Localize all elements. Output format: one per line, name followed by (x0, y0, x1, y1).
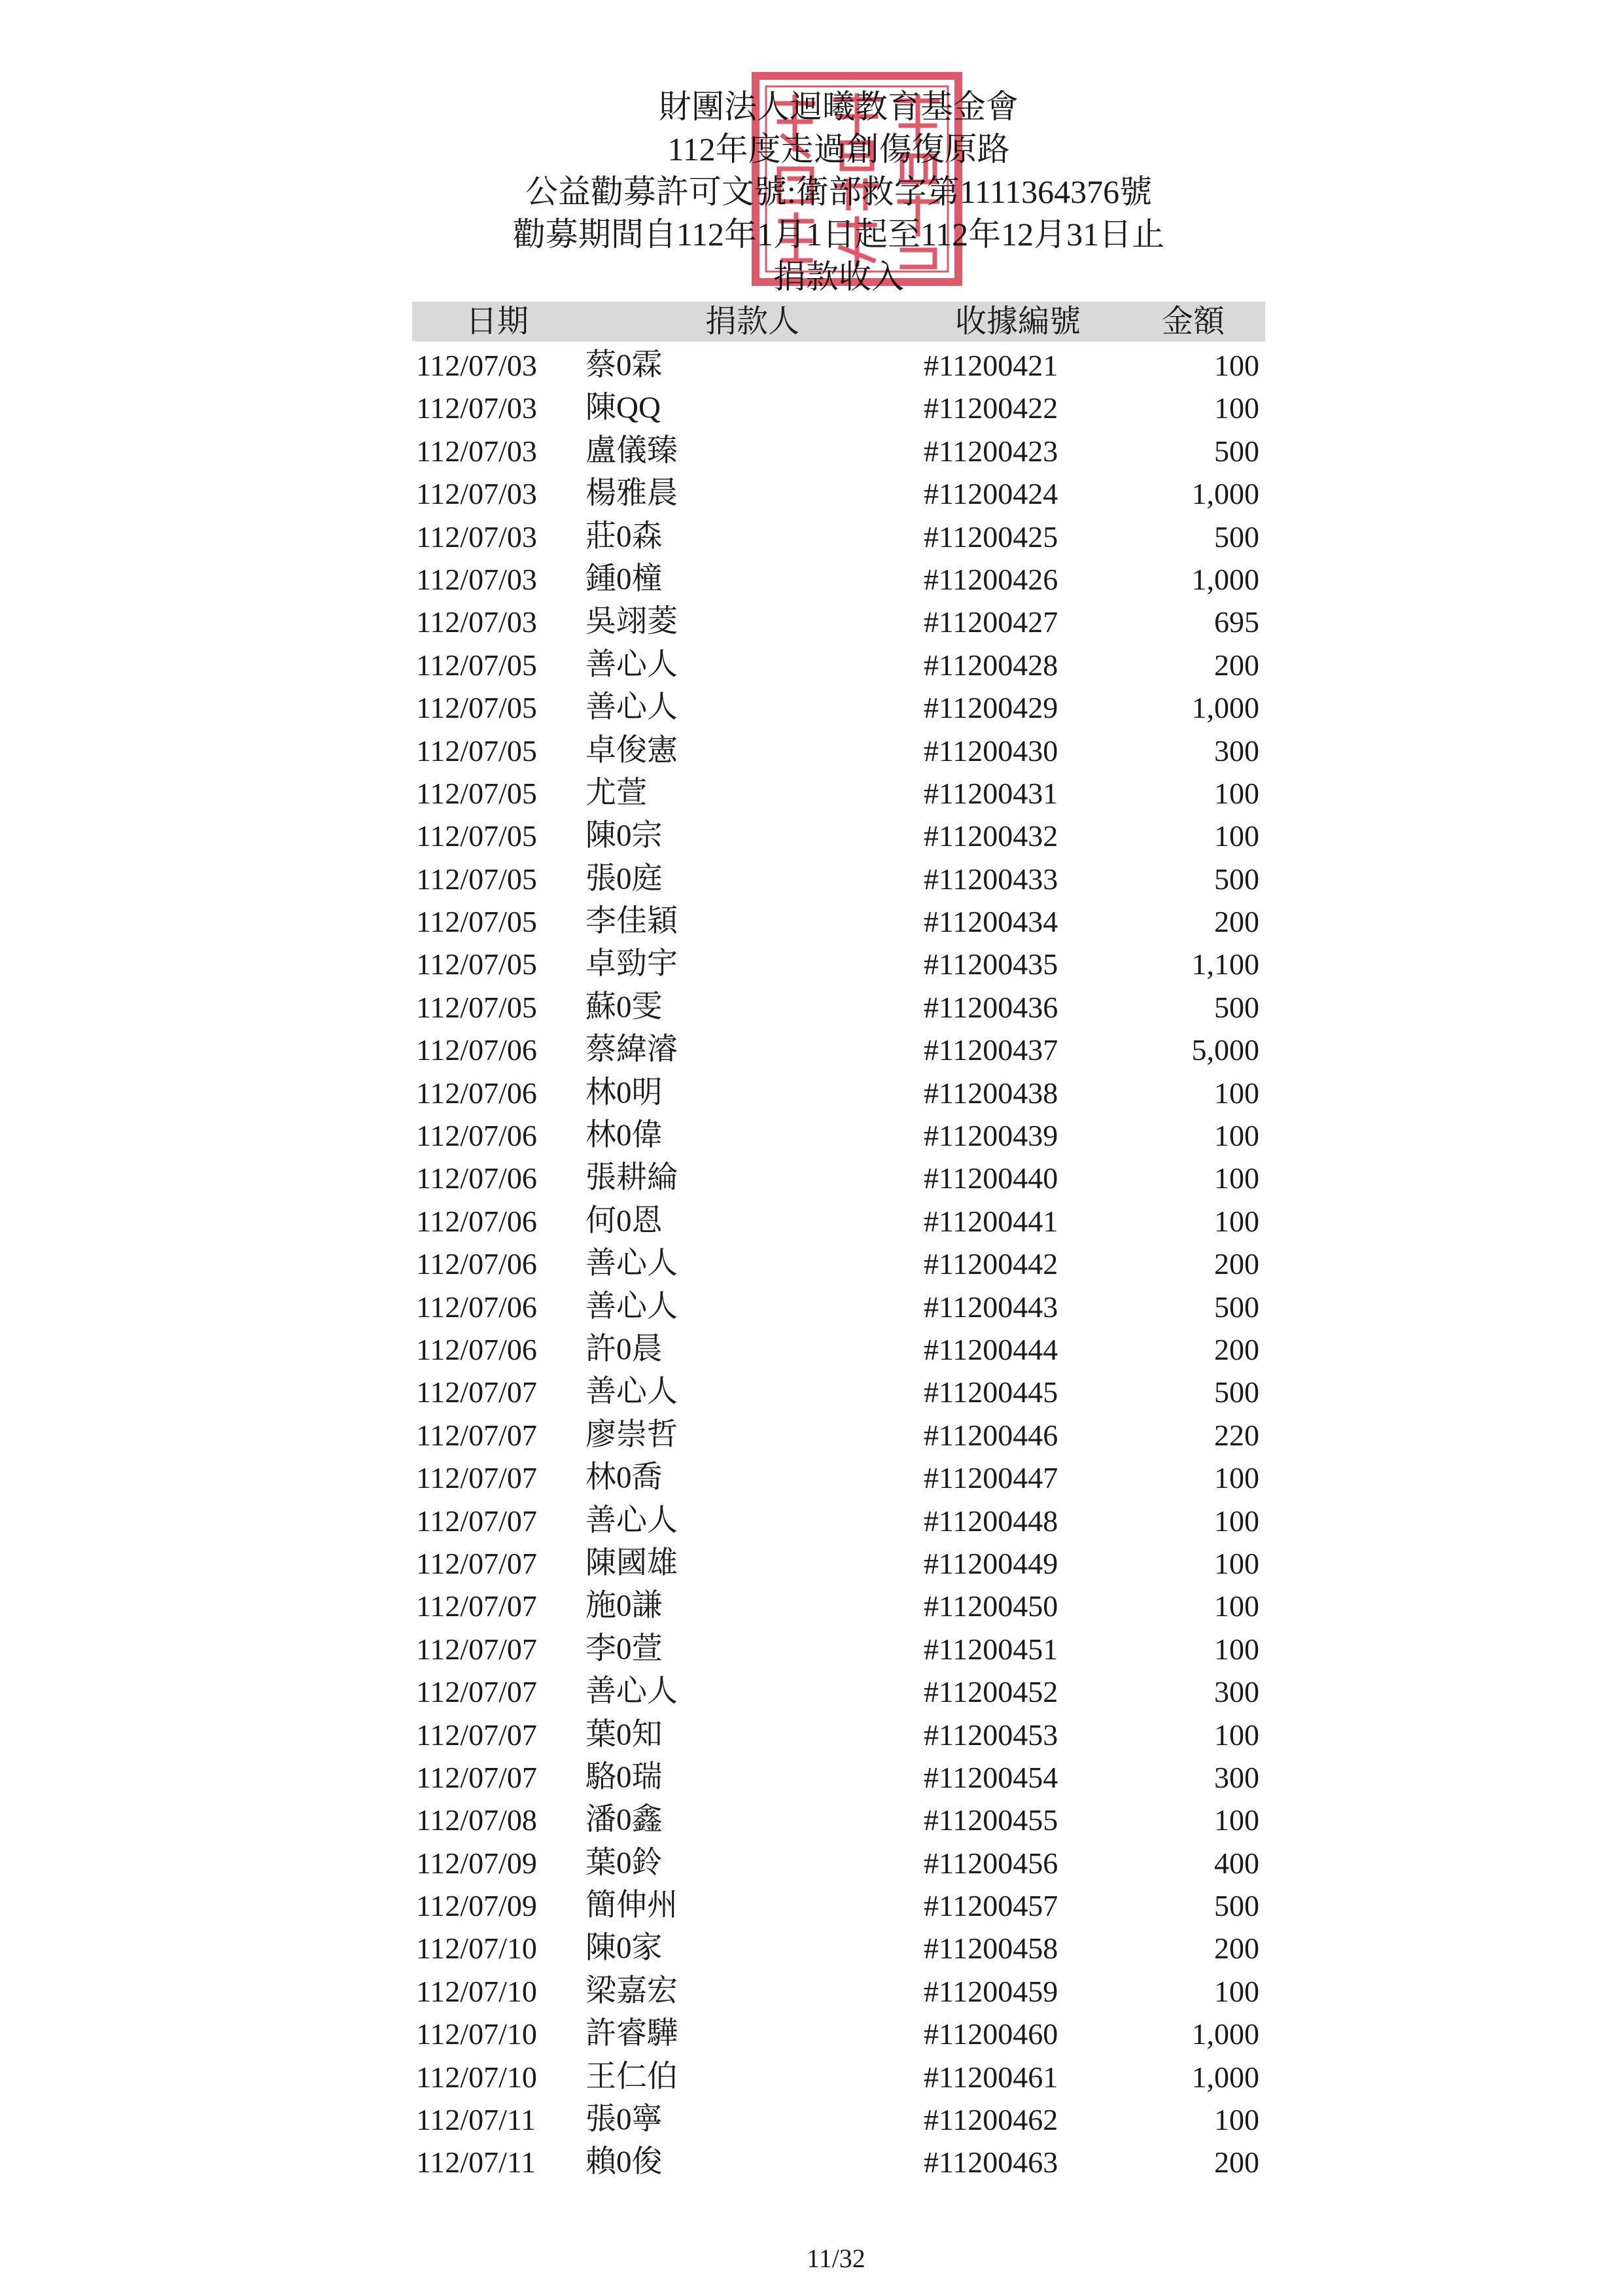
row-date: 112/07/07 (416, 1546, 537, 1580)
row-amount: 100 (1214, 1718, 1259, 1752)
row-date: 112/07/03 (416, 477, 537, 511)
row-amount: 200 (1214, 648, 1259, 682)
row-amount: 100 (1214, 819, 1259, 853)
row-date: 112/07/08 (416, 1803, 537, 1837)
row-amount: 1,000 (1191, 562, 1259, 596)
section-title: 捐款收入 (773, 258, 904, 295)
row-receipt-number: #11200437 (924, 1033, 1058, 1067)
row-donor: 蘇0雯 (585, 989, 663, 1024)
row-amount: 100 (1214, 1546, 1259, 1580)
row-amount: 220 (1214, 1418, 1259, 1452)
row-date: 112/07/07 (416, 1375, 537, 1409)
row-receipt-number: #11200448 (924, 1504, 1058, 1538)
row-receipt-number: #11200463 (924, 2146, 1058, 2180)
row-donor: 善心人 (585, 1246, 678, 1281)
row-donor: 吳翊菱 (585, 605, 678, 639)
table-row (0, 772, 1623, 815)
table-row (0, 1114, 1623, 1157)
table-row (0, 1670, 1623, 1713)
row-donor: 李佳穎 (585, 904, 678, 939)
seal-stamp (750, 71, 964, 287)
table-row (0, 387, 1623, 429)
table-row (0, 1884, 1623, 1927)
table-row (0, 558, 1623, 601)
table-row (0, 1970, 1623, 2013)
row-date: 112/07/06 (416, 1161, 537, 1195)
row-receipt-number: #11200451 (924, 1632, 1058, 1666)
row-receipt-number: #11200454 (924, 1760, 1058, 1794)
row-amount: 100 (1214, 1461, 1259, 1495)
row-amount: 200 (1214, 2146, 1259, 2180)
row-amount: 100 (1214, 2103, 1259, 2137)
row-amount: 500 (1214, 520, 1259, 554)
table-row (0, 2141, 1623, 2183)
row-receipt-number: #11200422 (924, 391, 1058, 425)
row-amount: 300 (1214, 1675, 1259, 1709)
row-donor: 林0喬 (585, 1460, 663, 1495)
table-row (0, 1500, 1623, 1542)
permit-number: 公益勸募許可文號:衛部救字第1111364376號 (525, 173, 1153, 210)
row-receipt-number: #11200441 (924, 1204, 1058, 1238)
row-amount: 200 (1214, 1247, 1259, 1281)
table-row (0, 1286, 1623, 1328)
row-receipt-number: #11200436 (924, 990, 1058, 1024)
row-receipt-number: #11200430 (924, 733, 1058, 768)
row-donor: 林0偉 (585, 1118, 663, 1153)
row-donor: 鍾0橦 (585, 561, 663, 596)
row-donor: 張0寧 (585, 2102, 663, 2137)
row-donor: 葉0鈴 (585, 1845, 663, 1880)
row-donor: 李0萱 (585, 1631, 663, 1666)
row-receipt-number: #11200461 (924, 2060, 1058, 2094)
table-row (0, 730, 1623, 772)
row-receipt-number: #11200460 (924, 2017, 1058, 2051)
table-row (0, 1072, 1623, 1114)
row-date: 112/07/03 (416, 434, 537, 468)
header-donor: 捐款人 (705, 304, 799, 339)
row-donor: 葉0知 (585, 1717, 663, 1752)
row-date: 112/07/06 (416, 1204, 537, 1238)
table-header (412, 302, 1265, 342)
row-donor: 王仁伯 (585, 2059, 678, 2094)
row-donor: 卓俊憲 (585, 733, 678, 768)
row-date: 112/07/09 (416, 1846, 537, 1880)
row-amount: 400 (1214, 1846, 1259, 1880)
row-receipt-number: #11200432 (924, 819, 1058, 853)
row-donor: 施0謙 (585, 1589, 663, 1623)
row-receipt-number: #11200445 (924, 1375, 1058, 1409)
row-receipt-number: #11200424 (924, 477, 1058, 511)
row-amount: 1,000 (1191, 2017, 1259, 2051)
row-amount: 300 (1214, 1760, 1259, 1794)
row-date: 112/07/10 (416, 1932, 537, 1966)
row-receipt-number: #11200431 (924, 776, 1058, 810)
row-amount: 1,000 (1191, 477, 1259, 511)
row-donor: 廖崇哲 (585, 1417, 678, 1452)
row-donor: 蔡緯濬 (585, 1033, 678, 1067)
row-donor: 善心人 (585, 1289, 678, 1324)
table-row (0, 601, 1623, 643)
header-date: 日期 (465, 304, 529, 339)
table-row (0, 344, 1623, 387)
row-amount: 100 (1214, 1076, 1259, 1110)
row-receipt-number: #11200457 (924, 1889, 1058, 1923)
header-amount: 金額 (1161, 304, 1225, 339)
row-donor: 陳QQ (585, 391, 661, 425)
row-amount: 500 (1214, 1290, 1259, 1324)
row-receipt-number: #11200428 (924, 648, 1058, 682)
table-row (0, 516, 1623, 558)
row-donor: 何0恩 (585, 1203, 663, 1238)
row-donor: 善心人 (585, 1674, 678, 1709)
row-receipt-number: #11200443 (924, 1290, 1058, 1324)
row-amount: 100 (1214, 1632, 1259, 1666)
row-donor: 陳0宗 (585, 819, 663, 853)
row-amount: 695 (1214, 605, 1259, 639)
page-number: 11/32 (807, 2244, 865, 2273)
row-receipt-number: #11200438 (924, 1076, 1058, 1110)
table-row (0, 2056, 1623, 2098)
row-date: 112/07/07 (416, 1504, 537, 1538)
row-amount: 100 (1214, 1204, 1259, 1238)
row-date: 112/07/05 (416, 733, 537, 768)
row-amount: 100 (1214, 349, 1259, 382)
table-row (0, 815, 1623, 857)
row-receipt-number: #11200450 (924, 1589, 1058, 1623)
row-donor: 楊雅晨 (585, 476, 678, 511)
row-receipt-number: #11200447 (924, 1461, 1058, 1495)
table-row (0, 1029, 1623, 1071)
row-receipt-number: #11200427 (924, 605, 1058, 639)
row-amount: 100 (1214, 391, 1259, 425)
row-amount: 200 (1214, 905, 1259, 939)
row-date: 112/07/06 (416, 1119, 537, 1153)
table-row (0, 1457, 1623, 1499)
table-row (0, 2013, 1623, 2055)
table-row (0, 1927, 1623, 1969)
row-donor: 盧儀臻 (585, 433, 678, 468)
table-row (0, 1628, 1623, 1670)
row-receipt-number: #11200446 (924, 1418, 1058, 1452)
table-row (0, 986, 1623, 1029)
row-date: 112/07/07 (416, 1461, 537, 1495)
row-receipt-number: #11200426 (924, 562, 1058, 596)
row-donor: 許睿驊 (585, 2017, 678, 2051)
row-donor: 蔡0霖 (585, 348, 663, 382)
row-donor: 善心人 (585, 690, 678, 725)
row-donor: 莊0森 (585, 519, 663, 554)
row-receipt-number: #11200449 (924, 1546, 1058, 1580)
table-row (0, 858, 1623, 900)
table-row (0, 644, 1623, 686)
row-date: 112/07/03 (416, 349, 537, 382)
table-row (0, 1799, 1623, 1841)
row-receipt-number: #11200458 (924, 1932, 1058, 1966)
row-donor: 潘0鑫 (585, 1803, 663, 1837)
table-row (0, 472, 1623, 515)
row-receipt-number: #11200435 (924, 947, 1058, 981)
row-date: 112/07/10 (416, 1974, 537, 2008)
row-date: 112/07/06 (416, 1332, 537, 1366)
table-row (0, 430, 1623, 472)
row-date: 112/07/03 (416, 391, 537, 425)
row-donor: 駱0瑞 (585, 1759, 663, 1794)
row-amount: 1,000 (1191, 691, 1259, 725)
row-date: 112/07/09 (416, 1889, 537, 1923)
row-date: 112/07/07 (416, 1718, 537, 1752)
table-row (0, 1714, 1623, 1756)
row-amount: 100 (1214, 1803, 1259, 1837)
row-date: 112/07/06 (416, 1247, 537, 1281)
row-amount: 100 (1214, 776, 1259, 810)
row-amount: 100 (1214, 1119, 1259, 1153)
row-date: 112/07/06 (416, 1290, 537, 1324)
row-date: 112/07/03 (416, 520, 537, 554)
row-receipt-number: #11200459 (924, 1974, 1058, 2008)
row-receipt-number: #11200429 (924, 691, 1058, 725)
row-date: 112/07/07 (416, 1589, 537, 1623)
table-row (0, 2098, 1623, 2141)
row-date: 112/07/10 (416, 2060, 537, 2094)
row-receipt-number: #11200462 (924, 2103, 1058, 2137)
row-receipt-number: #11200444 (924, 1332, 1058, 1366)
row-date: 112/07/05 (416, 776, 537, 810)
row-receipt-number: #11200456 (924, 1846, 1058, 1880)
row-receipt-number: #11200453 (924, 1718, 1058, 1752)
row-date: 112/07/05 (416, 819, 537, 853)
row-donor: 簡伸州 (585, 1888, 678, 1923)
table-row (0, 1414, 1623, 1457)
row-receipt-number: #11200455 (924, 1803, 1058, 1837)
row-date: 112/07/07 (416, 1760, 537, 1794)
donation-table-body (0, 344, 1623, 2184)
row-amount: 500 (1214, 990, 1259, 1024)
row-donor: 善心人 (585, 1503, 678, 1538)
row-receipt-number: #11200442 (924, 1247, 1058, 1281)
row-amount: 100 (1214, 1589, 1259, 1623)
row-date: 112/07/06 (416, 1076, 537, 1110)
row-amount: 500 (1214, 862, 1259, 896)
table-row (0, 1542, 1623, 1585)
row-receipt-number: #11200423 (924, 434, 1058, 468)
table-row (0, 1328, 1623, 1371)
row-receipt-number: #11200452 (924, 1675, 1058, 1709)
table-row (0, 1842, 1623, 1884)
row-receipt-number: #11200425 (924, 520, 1058, 554)
row-amount: 1,000 (1191, 2060, 1259, 2094)
row-date: 112/07/06 (416, 1033, 537, 1067)
fundraising-period: 勸募期間自112年1月1日起至112年12月31日止 (512, 216, 1165, 253)
table-row (0, 1371, 1623, 1413)
row-date: 112/07/11 (416, 2146, 536, 2180)
row-amount: 500 (1214, 1889, 1259, 1923)
row-amount: 1,100 (1191, 947, 1259, 981)
row-date: 112/07/10 (416, 2017, 537, 2051)
row-date: 112/07/03 (416, 605, 537, 639)
row-donor: 卓勁宇 (585, 947, 678, 981)
row-receipt-number: #11200440 (924, 1161, 1058, 1195)
table-row (0, 900, 1623, 943)
header-receipt-number: 收據編號 (954, 304, 1081, 339)
row-receipt-number: #11200434 (924, 905, 1058, 939)
row-date: 112/07/07 (416, 1632, 537, 1666)
row-amount: 100 (1214, 1161, 1259, 1195)
row-date: 112/07/07 (416, 1418, 537, 1452)
row-amount: 500 (1214, 1375, 1259, 1409)
row-amount: 500 (1214, 434, 1259, 468)
row-receipt-number: #11200439 (924, 1119, 1058, 1153)
foundation-name: 財團法人迴曦教育基金會 (659, 88, 1019, 125)
table-row (0, 943, 1623, 985)
row-donor: 善心人 (585, 1375, 678, 1409)
program-name: 112年度走過創傷復原路 (667, 131, 1010, 168)
row-donor: 陳國雄 (585, 1545, 678, 1580)
row-date: 112/07/05 (416, 905, 537, 939)
row-donor: 善心人 (585, 647, 678, 682)
row-date: 112/07/07 (416, 1675, 537, 1709)
table-row (0, 1200, 1623, 1243)
table-row (0, 1157, 1623, 1199)
row-donor: 尤萱 (585, 775, 647, 810)
row-date: 112/07/05 (416, 648, 537, 682)
row-amount: 100 (1214, 1974, 1259, 2008)
row-receipt-number: #11200421 (924, 349, 1058, 382)
row-donor: 陳0家 (585, 1931, 663, 1966)
row-donor: 張耕綸 (585, 1161, 678, 1195)
row-amount: 5,000 (1191, 1033, 1259, 1067)
row-amount: 200 (1214, 1932, 1259, 1966)
row-date: 112/07/05 (416, 947, 537, 981)
row-date: 112/07/05 (416, 691, 537, 725)
row-amount: 300 (1214, 733, 1259, 768)
table-row (0, 1756, 1623, 1799)
row-date: 112/07/03 (416, 562, 537, 596)
row-donor: 梁嘉宏 (585, 1973, 678, 2008)
row-donor: 許0晨 (585, 1332, 663, 1366)
row-donor: 林0明 (585, 1075, 663, 1110)
row-date: 112/07/11 (416, 2103, 536, 2137)
row-donor: 賴0俊 (585, 2145, 663, 2180)
row-date: 112/07/05 (416, 990, 537, 1024)
row-amount: 100 (1214, 1504, 1259, 1538)
table-row (0, 1243, 1623, 1285)
row-donor: 張0庭 (585, 861, 663, 896)
row-receipt-number: #11200433 (924, 862, 1058, 896)
table-row (0, 686, 1623, 729)
row-date: 112/07/05 (416, 862, 537, 896)
row-amount: 200 (1214, 1332, 1259, 1366)
table-row (0, 1585, 1623, 1627)
